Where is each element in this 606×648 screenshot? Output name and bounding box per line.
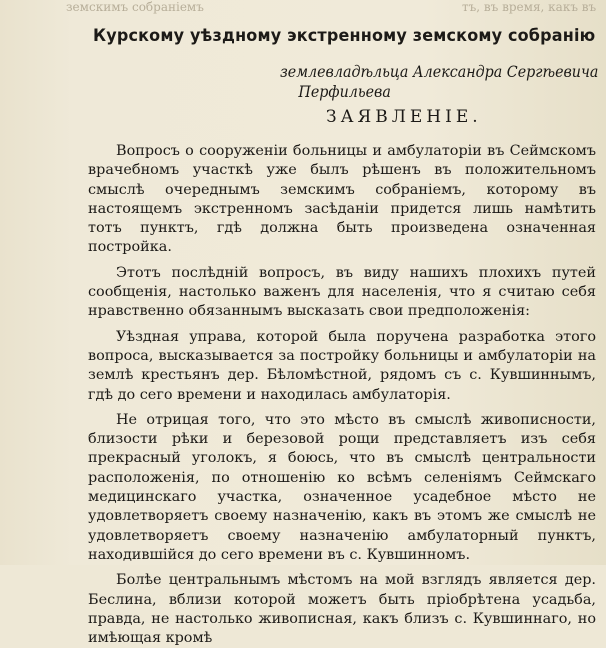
- addressee-heading: Курскому уѣздному экстренному земскому собранію: [93, 26, 596, 46]
- author-line-1: землевладѣльца Александра Сергѣевича: [280, 63, 599, 81]
- paragraph-5: Болѣе центральнымъ мѣстомъ на мой взглядъ является дер. Беслина, вблизи которой можетъ быть пріобрѣтена усадьба, правда, не настолько живописная, какъ близъ с. Кувшиннаго, но имѣющая кромѣ: [88, 572, 596, 647]
- bleed-through-text-right: тъ, въ время, какъ въ: [462, 0, 597, 14]
- paragraph-3: Уѣздная управа, которой была поручена разработка этого вопроса, высказывается за постройку больницы и амбулаторіи на землѣ крестьянъ дер. Бѣломѣстной, рядомъ съ с. Кувшиннымъ, гдѣ до сего времени и находилась амбулаторія.: [88, 328, 596, 403]
- author-line-2: Перфильева: [298, 83, 391, 101]
- document-body: [88, 142, 596, 648]
- paragraph-4: Не отрицая того, что это мѣсто въ смыслѣ живописности, близости рѣки и березовой рощи представляетъ изъ себя прекрасный уголокъ, я боюсь, что въ смыслѣ центральности расположенія, по отношенію ко всѣмъ селеніямъ Сеймскаго медицинскаго участка, означенное усадебное мѣсто не удовлетворяетъ своему назначенію, какъ въ этомъ же смыслѣ не удовлетворяетъ своему назначенію амбулаторный пунктъ, находившійся до сего времени въ с. Кувшинномъ.: [88, 411, 596, 563]
- paragraph-2: Этотъ послѣдній вопросъ, въ виду нашихъ плохихъ путей сообщенія, настолько важенъ для населенія, что я считаю себя нравственно обязаннымъ высказать свои предположенія:: [88, 264, 596, 320]
- author-block: [280, 62, 598, 102]
- bleed-through-text-left: земскимъ собраніемъ: [66, 0, 204, 14]
- document-title: ЗАЯВЛЕНІЕ.: [326, 107, 482, 127]
- paragraph-1: Вопросъ о сооруженіи больницы и амбулаторіи въ Сеймскомъ врачебномъ участкѣ уже былъ рѣшенъ въ положительномъ смыслѣ очереднымъ земскимъ собраніемъ, которому въ настоящемъ экстренномъ засѣданіи придется лишь намѣтить тотъ пунктъ, гдѣ должна быть произведена означенная постройка.: [88, 143, 596, 256]
